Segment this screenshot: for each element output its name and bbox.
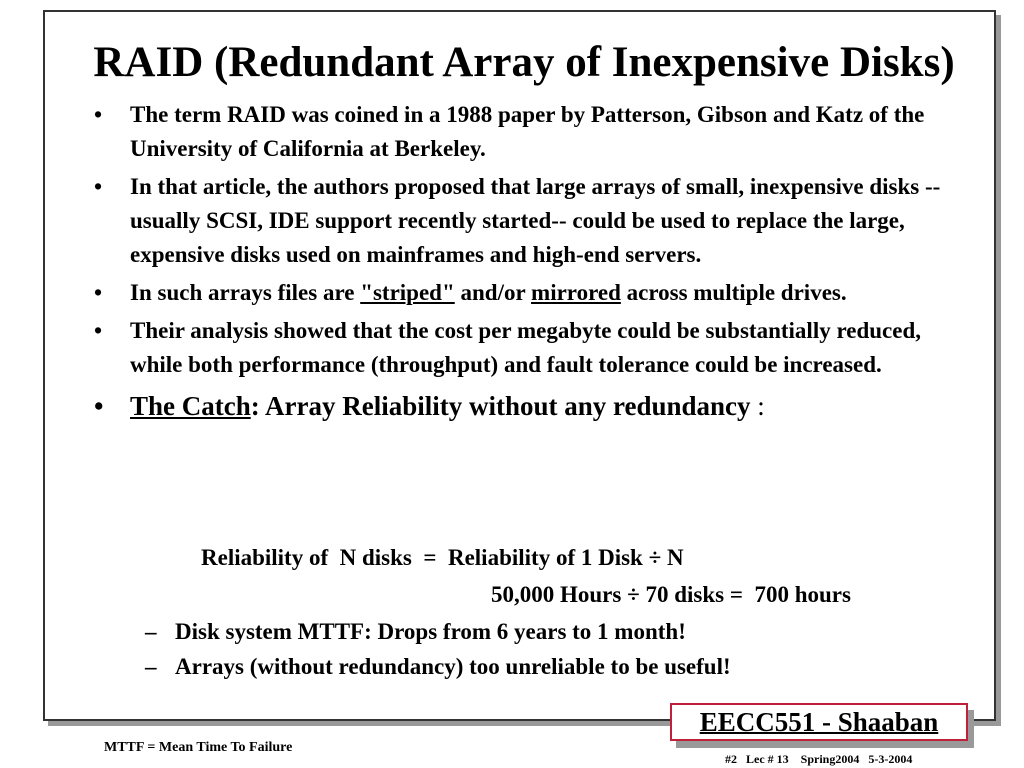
course-badge bbox=[670, 703, 968, 741]
striped-link[interactable]: "striped" bbox=[360, 280, 455, 305]
sub-bullet-text: Disk system MTTF: Drops from 6 years to 1 month! bbox=[175, 619, 686, 644]
bullet-text: In that article, the authors proposed that large arrays of small, inexpensive disks --usually SCSI, IDE support recently started-- could be used to replace the large, expensive disks used on mainframes and high-end servers. bbox=[130, 174, 941, 267]
catch-text: : Array Reliability without any redundancy bbox=[250, 391, 751, 421]
reliability-formula: Reliability of N disks = Reliability of 1 Disk ÷ N bbox=[201, 545, 684, 570]
reliability-example: 50,000 Hours ÷ 70 disks = 700 hours bbox=[491, 582, 851, 607]
bullet-marker: • bbox=[94, 318, 103, 343]
bullet-marker: • bbox=[94, 102, 103, 127]
bullet-text-post: across multiple drives. bbox=[620, 280, 847, 305]
slide-title: RAID (Redundant Array of Inexpensive Disks) bbox=[93, 39, 955, 86]
sub-bullet bbox=[145, 654, 731, 680]
bullet-item bbox=[94, 98, 954, 166]
footnote: MTTF = Mean Time To Failure bbox=[104, 740, 293, 755]
bullet-text: Their analysis showed that the cost per megabyte could be substantially reduced, while both performance (throughput) and fault tolerance could be increased. bbox=[130, 318, 921, 377]
catch-trail: : bbox=[750, 391, 765, 421]
bullet-text: The term RAID was coined in a 1988 paper by Patterson, Gibson and Katz of the University of California at Berkeley. bbox=[130, 102, 925, 161]
bullet-text-mid: and/or bbox=[454, 280, 532, 305]
sub-bullet bbox=[145, 619, 686, 645]
catch-bullet bbox=[94, 388, 954, 424]
sub-bullet-marker: – bbox=[145, 619, 157, 644]
sub-bullet-marker: – bbox=[145, 654, 157, 679]
mirrored-link[interactable]: mirrored bbox=[531, 280, 621, 305]
bullet-item bbox=[94, 276, 954, 310]
bullet-item bbox=[94, 314, 954, 382]
bullet-marker: • bbox=[94, 391, 104, 421]
the-catch-link[interactable]: The Catch bbox=[130, 391, 251, 421]
bullet-item bbox=[94, 170, 954, 272]
course-badge-label: EECC551 - Shaaban bbox=[699, 707, 939, 737]
bullet-marker: • bbox=[94, 280, 103, 305]
bullet-list bbox=[94, 98, 954, 428]
sub-bullet-text: Arrays (without redundancy) too unreliable to be useful! bbox=[175, 654, 731, 679]
slide-footer-info: #2 Lec # 13 Spring2004 5-3-2004 bbox=[725, 752, 913, 766]
bullet-text-pre: In such arrays files are bbox=[130, 280, 361, 305]
bullet-marker: • bbox=[94, 174, 103, 199]
